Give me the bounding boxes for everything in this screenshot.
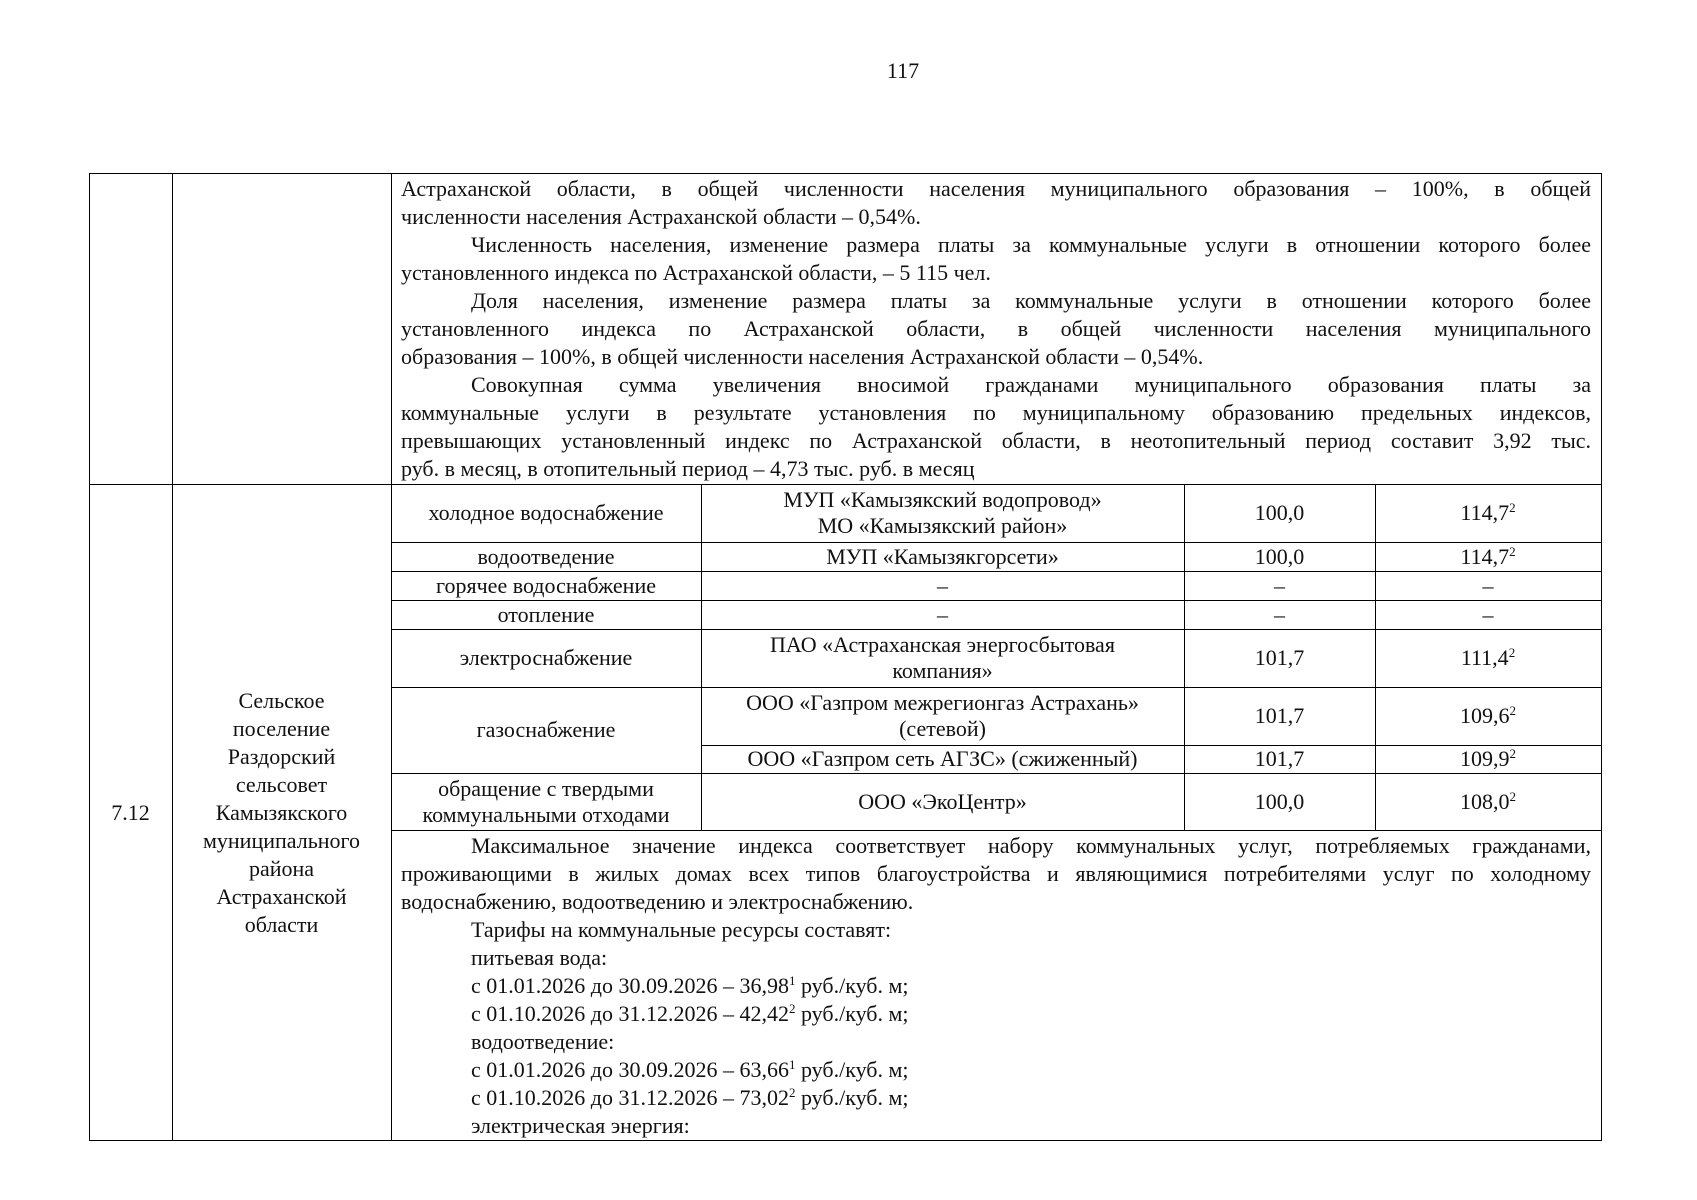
section-number: 7.12 (111, 799, 150, 825)
max-index-value (1375, 542, 1601, 571)
footnote-marker: 2 (1508, 645, 1516, 660)
max-index-value: – (1482, 572, 1494, 598)
footnote-marker: 2 (1509, 500, 1516, 515)
municipality-line: Раздорский (227, 743, 336, 769)
text-line: Максимальное значение индекса соответствует набору коммунальных услуг, потребляемых гражданами, (471, 833, 1591, 858)
tariff-unit: руб./куб. м; (795, 1057, 909, 1082)
text-line: Тарифы на коммунальные ресурсы составят: (471, 917, 892, 942)
footnote-marker: 2 (1509, 703, 1516, 718)
index-value: 101,7 (1254, 703, 1305, 728)
service-name: водоотведение (477, 543, 615, 569)
value-text: 109,9 (1460, 746, 1510, 771)
tariff-line (471, 1000, 1591, 1028)
page-number: 117 (886, 58, 920, 83)
text-line: водоснабжению, водоотведению и электроснабжению. (401, 889, 914, 914)
text-line: питьевая вода: (471, 945, 608, 970)
provider-name (701, 629, 1184, 687)
municipality-line: Сельское (238, 687, 325, 713)
municipality-line: муниципального (202, 827, 360, 853)
service-line: обращение с твердыми (438, 775, 654, 801)
footnote-marker: 2 (1509, 788, 1516, 804)
provider-name (701, 687, 1184, 745)
text-line: водоотведение: (471, 1029, 615, 1054)
text-line: установленного индекса по Астраханской области, в общей численности населения муниципального (401, 316, 1591, 341)
index-value: 101,7 (1254, 746, 1305, 771)
provider-name: ООО «ЭкоЦентр» (858, 788, 1027, 814)
max-index-value (1375, 484, 1601, 542)
top-text-block (401, 175, 1591, 483)
footnote-marker: 2 (788, 1085, 796, 1100)
service-name: газоснабжение (476, 717, 616, 742)
max-index-value: – (1482, 601, 1494, 627)
municipality-line: Астраханской (216, 883, 347, 909)
municipality-line: поселение (232, 715, 331, 741)
value-text: 111,4 (1460, 645, 1509, 670)
tariff-unit: руб./куб. м; (795, 1085, 909, 1110)
text-line: Астраханской области, в общей численности населения муниципального образования – 100%, в общей (401, 176, 1591, 201)
text-line: превышающих установленный индекс по Астраханской области, в неотопительный период составит 3,92 тыс. (401, 428, 1591, 453)
tariff-period: с 01.10.2026 до 31.12.2026 – 42,42 (471, 1001, 789, 1026)
footnote-marker: 2 (1509, 746, 1516, 761)
tariff-period: с 01.01.2026 до 30.09.2026 – 63,66 (471, 1057, 789, 1082)
footnote-marker: 2 (788, 1001, 796, 1016)
max-index-value (1375, 773, 1601, 830)
service-name (391, 773, 701, 830)
service-line: коммунальными отходами (422, 801, 670, 827)
footnote-marker: 1 (788, 973, 796, 988)
provider-line: МУП «Камызякский водопровод» (783, 487, 1102, 512)
provider-line: (сетевой) (899, 716, 986, 741)
max-index-value (1375, 687, 1601, 745)
value-text: 114,7 (1460, 543, 1510, 569)
municipality-line: сельсовет (235, 771, 328, 797)
index-value: – (1274, 601, 1285, 627)
provider-line: ПАО «Астраханская энергосбытовая (770, 632, 1115, 657)
tariff-line (471, 972, 1591, 1000)
index-value: 101,7 (1254, 645, 1305, 670)
municipality-line: области (244, 911, 319, 937)
tariff-line (471, 1056, 1591, 1084)
tariff-period: с 01.10.2026 до 31.12.2026 – 73,02 (471, 1085, 789, 1110)
text-line: Доля населения, изменение размера платы за коммунальные услуги в отношении которого более (471, 288, 1591, 313)
value-text: 114,7 (1460, 500, 1510, 525)
footnote-marker: 2 (1509, 543, 1516, 559)
index-value: 100,0 (1254, 788, 1305, 814)
provider-name (701, 484, 1184, 542)
tariffs-list (401, 916, 1591, 1140)
bottom-text-block (401, 832, 1591, 1140)
tariff-unit: руб./куб. м; (795, 1001, 909, 1026)
text-line: коммунальные услуги в результате установления по муниципальному образованию предельных индексов, (401, 400, 1591, 425)
provider-name: – (937, 572, 948, 598)
services-table (89, 173, 1602, 1141)
tariff-unit: руб./куб. м; (795, 973, 909, 998)
text-line: Численность населения, изменение размера платы за коммунальные услуги в отношении которого более (471, 232, 1591, 257)
value-text: 109,6 (1460, 703, 1510, 728)
service-name: горячее водоснабжение (436, 572, 656, 598)
text-line: руб. в месяц, в отопительный период – 4,73 тыс. руб. в месяц (401, 456, 975, 481)
value-text: 108,0 (1460, 788, 1510, 814)
index-value: 100,0 (1254, 543, 1305, 569)
service-name: отопление (497, 601, 595, 627)
row-divider (391, 830, 1602, 831)
service-name: электроснабжение (459, 645, 633, 670)
municipality-line: Камызякского (215, 799, 348, 825)
provider-line: ООО «Газпром межрегионгаз Астрахань» (746, 690, 1139, 715)
index-value: – (1274, 572, 1285, 598)
max-index-value (1375, 629, 1601, 687)
tariff-period: с 01.01.2026 до 30.09.2026 – 36,98 (471, 973, 789, 998)
provider-name: ООО «Газпром сеть АГЗС» (сжиженный) (747, 746, 1138, 771)
text-line: Совокупная сумма увеличения вносимой гражданами муниципального образования платы за (471, 372, 1591, 397)
table-border-right (1601, 173, 1602, 1141)
municipality-name (172, 484, 391, 1141)
table-border-top (89, 173, 1602, 174)
text-line: проживающими в жилых домах всех типов благоустройства и являющимися потребителями услуг по холодному (401, 861, 1591, 886)
municipality-line: района (248, 855, 315, 881)
text-line: численности населения Астраханской области – 0,54%. (401, 204, 921, 229)
tariff-line (471, 1084, 1591, 1112)
text-line: электрическая энергия: (471, 1113, 690, 1138)
index-value: 100,0 (1254, 500, 1305, 525)
text-line: установленного индекса по Астраханской области, – 5 115 чел. (401, 260, 991, 285)
max-index-value (1375, 745, 1601, 773)
provider-line: МО «Камызякский район» (817, 513, 1068, 538)
text-line: образования – 100%, в общей численности населения Астраханской области – 0,54%. (401, 344, 1204, 369)
provider-line: компания» (892, 658, 993, 683)
service-name: холодное водоснабжение (428, 500, 664, 525)
provider-name: МУП «Камызякгорсети» (826, 543, 1059, 569)
provider-name: – (937, 601, 948, 627)
footnote-marker: 1 (788, 1057, 796, 1072)
